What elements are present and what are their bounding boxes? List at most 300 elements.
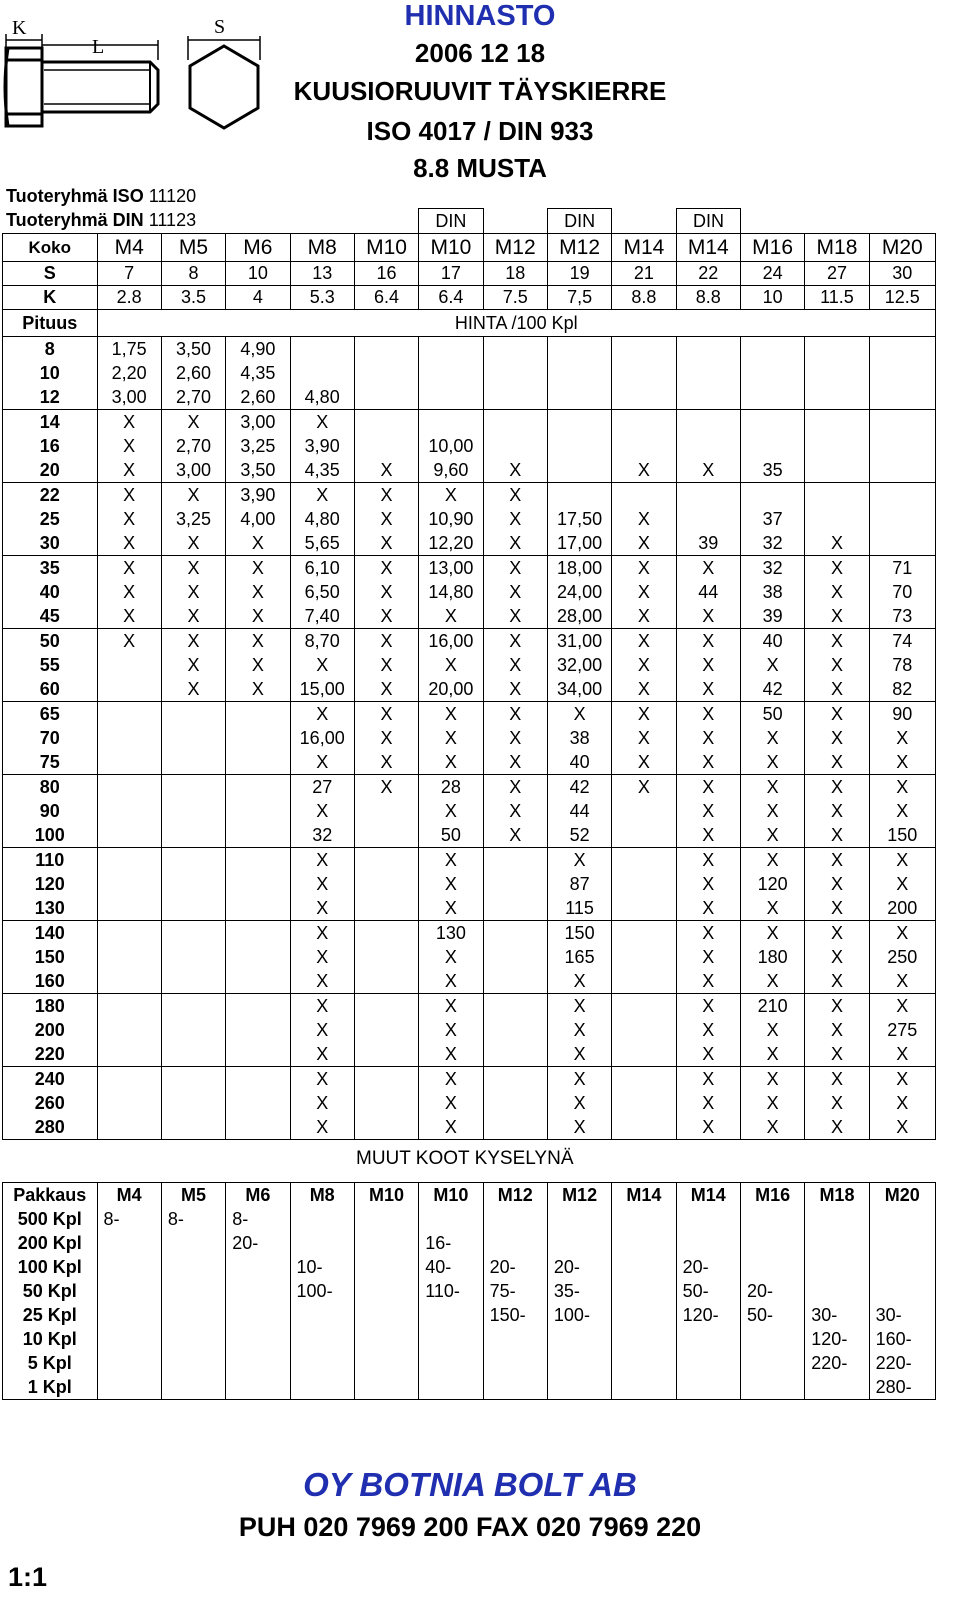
din-marker-row xyxy=(2,208,936,234)
pack-qty-label: 500 Kpl xyxy=(3,1207,98,1231)
k-cell: 6.4 xyxy=(419,286,483,310)
pack-cell xyxy=(161,1351,225,1375)
price-cell: 165 xyxy=(547,945,611,969)
price-cell xyxy=(869,531,935,556)
table-row xyxy=(3,799,936,823)
price-cell: 1,75 xyxy=(97,337,161,362)
price-cell: X xyxy=(354,677,418,702)
price-cell: X xyxy=(869,1042,935,1067)
length-cell: 55 xyxy=(3,653,98,677)
price-cell: X xyxy=(290,1091,354,1115)
price-cell: 120 xyxy=(740,872,804,896)
table-row xyxy=(3,458,936,483)
price-cell xyxy=(226,1042,290,1067)
price-cell xyxy=(869,507,935,531)
price-cell xyxy=(161,921,225,946)
length-cell: 200 xyxy=(3,1018,98,1042)
pack-qty-label: 200 Kpl xyxy=(3,1231,98,1255)
pack-cell xyxy=(290,1351,354,1375)
price-cell xyxy=(161,896,225,921)
table-row xyxy=(3,580,936,604)
table-row xyxy=(3,1067,936,1092)
price-cell: X xyxy=(290,1018,354,1042)
price-cell: X xyxy=(547,848,611,873)
muut-koot-note: MUUT KOOT KYSELYNÄ xyxy=(356,1148,574,1169)
price-cell: X xyxy=(547,1115,611,1140)
price-cell xyxy=(805,337,869,362)
price-cell: X xyxy=(805,653,869,677)
price-cell xyxy=(869,434,935,458)
tuoteryhma-din: Tuoteryhmä DIN 11123 xyxy=(6,210,197,230)
pack-cell xyxy=(676,1207,740,1231)
pack-cell xyxy=(161,1375,225,1400)
pack-cell xyxy=(97,1351,161,1375)
price-cell: X xyxy=(226,677,290,702)
price-cell: X xyxy=(805,969,869,994)
table-row xyxy=(3,361,936,385)
price-cell: X xyxy=(676,848,740,873)
pack-cell xyxy=(547,1207,611,1231)
price-cell xyxy=(97,799,161,823)
price-cell xyxy=(354,921,418,946)
price-cell: X xyxy=(354,580,418,604)
price-cell xyxy=(676,483,740,508)
price-cell xyxy=(97,1018,161,1042)
price-cell: 2,70 xyxy=(161,385,225,410)
price-cell xyxy=(161,1115,225,1140)
price-cell xyxy=(419,385,483,410)
price-cell: X xyxy=(419,702,483,727)
price-cell: 78 xyxy=(869,653,935,677)
price-cell xyxy=(740,410,804,435)
price-cell: X xyxy=(740,750,804,775)
price-cell: 9,60 xyxy=(419,458,483,483)
pak-size-header: M20 xyxy=(869,1183,935,1208)
pack-cell: 20- xyxy=(226,1231,290,1255)
price-cell: X xyxy=(612,653,676,677)
k-cell: 4 xyxy=(226,286,290,310)
price-cell: X xyxy=(676,823,740,848)
price-cell: X xyxy=(740,896,804,921)
price-cell: X xyxy=(676,726,740,750)
table-row xyxy=(3,969,936,994)
s-cell: 8 xyxy=(161,262,225,286)
price-cell: X xyxy=(805,1091,869,1115)
price-cell xyxy=(161,799,225,823)
price-cell: X xyxy=(612,458,676,483)
pakkaus-label: Pakkaus xyxy=(3,1183,98,1208)
length-cell: 50 xyxy=(3,629,98,654)
table-row xyxy=(3,483,936,508)
price-cell xyxy=(483,1042,547,1067)
price-cell: 17,00 xyxy=(547,531,611,556)
price-cell: X xyxy=(612,629,676,654)
price-cell xyxy=(676,410,740,435)
price-cell: 250 xyxy=(869,945,935,969)
pack-qty-label: 10 Kpl xyxy=(3,1327,98,1351)
price-cell xyxy=(612,483,676,508)
price-cell xyxy=(419,410,483,435)
price-cell: X xyxy=(419,1067,483,1092)
price-cell xyxy=(483,1115,547,1140)
price-cell xyxy=(354,434,418,458)
s-cell: 30 xyxy=(869,262,935,286)
price-cell: X xyxy=(419,848,483,873)
table-row xyxy=(3,702,936,727)
price-cell: X xyxy=(419,872,483,896)
k-cell: 6.4 xyxy=(354,286,418,310)
price-cell: X xyxy=(740,848,804,873)
packaging-row xyxy=(3,1303,936,1327)
price-cell: X xyxy=(419,604,483,629)
price-cell: 4,80 xyxy=(290,385,354,410)
price-cell: X xyxy=(869,726,935,750)
price-cell xyxy=(354,1042,418,1067)
price-cell: X xyxy=(612,702,676,727)
price-cell: X xyxy=(226,556,290,581)
price-cell: X xyxy=(805,775,869,800)
table-row xyxy=(3,677,936,702)
price-cell xyxy=(161,1091,225,1115)
pak-size-header: M10 xyxy=(354,1183,418,1208)
price-cell xyxy=(161,872,225,896)
price-cell: X xyxy=(740,1115,804,1140)
price-cell xyxy=(419,361,483,385)
price-cell xyxy=(226,994,290,1019)
price-cell: X xyxy=(354,702,418,727)
price-cell: 12,20 xyxy=(419,531,483,556)
price-cell xyxy=(483,896,547,921)
din-marker xyxy=(741,209,805,234)
price-cell: 32 xyxy=(290,823,354,848)
pack-qty-label: 50 Kpl xyxy=(3,1279,98,1303)
pack-cell: 40- xyxy=(419,1255,483,1279)
price-cell xyxy=(612,385,676,410)
price-cell xyxy=(290,337,354,362)
pack-cell xyxy=(354,1303,418,1327)
length-cell: 120 xyxy=(3,872,98,896)
price-cell xyxy=(547,337,611,362)
pack-cell xyxy=(354,1279,418,1303)
length-cell: 20 xyxy=(3,458,98,483)
price-cell xyxy=(97,702,161,727)
price-cell xyxy=(226,872,290,896)
length-cell: 16 xyxy=(3,434,98,458)
price-cell: X xyxy=(290,994,354,1019)
price-cell: 3,00 xyxy=(161,458,225,483)
price-cell: 71 xyxy=(869,556,935,581)
price-cell xyxy=(612,410,676,435)
price-cell xyxy=(547,458,611,483)
pack-cell xyxy=(354,1351,418,1375)
price-cell: 6,50 xyxy=(290,580,354,604)
price-cell: X xyxy=(869,799,935,823)
price-cell: 16,00 xyxy=(290,726,354,750)
price-cell: X xyxy=(483,799,547,823)
price-cell xyxy=(226,799,290,823)
price-cell xyxy=(869,361,935,385)
price-cell: X xyxy=(161,677,225,702)
price-cell: 73 xyxy=(869,604,935,629)
pack-cell xyxy=(740,1255,804,1279)
price-cell: X xyxy=(483,702,547,727)
table-row xyxy=(3,775,936,800)
packaging-row xyxy=(3,1351,936,1375)
price-cell: X xyxy=(419,1042,483,1067)
price-cell: X xyxy=(805,872,869,896)
price-cell xyxy=(612,1018,676,1042)
price-cell: 90 xyxy=(869,702,935,727)
price-cell: X xyxy=(805,1042,869,1067)
pack-cell xyxy=(290,1327,354,1351)
price-cell xyxy=(97,969,161,994)
din-marker xyxy=(354,209,418,234)
price-cell xyxy=(869,410,935,435)
price-cell xyxy=(226,896,290,921)
price-cell: X xyxy=(547,1091,611,1115)
price-cell: X xyxy=(740,726,804,750)
price-cell: X xyxy=(290,653,354,677)
din-marker xyxy=(805,209,869,234)
pack-cell xyxy=(869,1207,935,1231)
price-cell: X xyxy=(354,458,418,483)
price-cell xyxy=(226,969,290,994)
pack-cell xyxy=(354,1231,418,1255)
price-cell xyxy=(97,872,161,896)
price-cell xyxy=(676,337,740,362)
length-cell: 130 xyxy=(3,896,98,921)
packaging-row xyxy=(3,1375,936,1400)
length-cell: 75 xyxy=(3,750,98,775)
price-cell xyxy=(547,483,611,508)
length-cell: 240 xyxy=(3,1067,98,1092)
pack-cell: 8- xyxy=(226,1207,290,1231)
pack-cell xyxy=(290,1303,354,1327)
length-cell: 220 xyxy=(3,1042,98,1067)
price-cell: X xyxy=(740,775,804,800)
price-cell: X xyxy=(612,677,676,702)
pack-cell: 20- xyxy=(676,1255,740,1279)
din-marker xyxy=(225,209,289,234)
k-cell: 8.8 xyxy=(676,286,740,310)
pack-cell xyxy=(97,1255,161,1279)
price-cell: X xyxy=(612,604,676,629)
price-cell xyxy=(354,799,418,823)
price-cell: 40 xyxy=(547,750,611,775)
price-cell: X xyxy=(354,750,418,775)
price-cell: X xyxy=(419,1018,483,1042)
pak-size-header: M14 xyxy=(676,1183,740,1208)
price-cell xyxy=(161,726,225,750)
table-row xyxy=(3,507,936,531)
price-cell: 44 xyxy=(547,799,611,823)
pack-cell xyxy=(740,1351,804,1375)
price-cell: 52 xyxy=(547,823,611,848)
price-cell: X xyxy=(161,629,225,654)
price-cell: 42 xyxy=(547,775,611,800)
price-cell xyxy=(226,1018,290,1042)
pack-cell xyxy=(612,1231,676,1255)
price-cell: X xyxy=(97,580,161,604)
price-cell: X xyxy=(740,1067,804,1092)
table-row xyxy=(3,726,936,750)
pack-cell xyxy=(161,1231,225,1255)
price-cell: X xyxy=(290,945,354,969)
price-cell: X xyxy=(483,580,547,604)
table-row xyxy=(3,629,936,654)
price-cell: X xyxy=(869,872,935,896)
pack-cell xyxy=(676,1351,740,1375)
price-cell: X xyxy=(161,556,225,581)
price-cell: X xyxy=(483,556,547,581)
length-cell: 70 xyxy=(3,726,98,750)
page-title: HINNASTO xyxy=(404,0,556,32)
price-cell: X xyxy=(805,921,869,946)
price-cell: X xyxy=(483,531,547,556)
pak-size-header: M8 xyxy=(290,1183,354,1208)
table-row xyxy=(3,531,936,556)
price-cell: 15,00 xyxy=(290,677,354,702)
pack-cell xyxy=(547,1231,611,1255)
pack-cell: 30- xyxy=(869,1303,935,1327)
size-header: M8 xyxy=(290,234,354,262)
price-cell: X xyxy=(483,604,547,629)
price-cell: X xyxy=(97,556,161,581)
pack-cell: 75- xyxy=(483,1279,547,1303)
price-cell: X xyxy=(612,556,676,581)
price-cell xyxy=(161,702,225,727)
price-cell: 4,35 xyxy=(226,361,290,385)
din-marker xyxy=(161,209,225,234)
price-cell: X xyxy=(419,969,483,994)
price-cell: 2,60 xyxy=(226,385,290,410)
size-header: M12 xyxy=(547,234,611,262)
k-cell: 7.5 xyxy=(483,286,547,310)
price-cell xyxy=(547,385,611,410)
pack-cell xyxy=(419,1375,483,1400)
price-cell: 42 xyxy=(740,677,804,702)
price-cell xyxy=(354,848,418,873)
price-cell: 150 xyxy=(869,823,935,848)
din-marker xyxy=(612,209,676,234)
price-cell xyxy=(740,483,804,508)
pack-cell xyxy=(226,1375,290,1400)
price-cell xyxy=(869,483,935,508)
price-cell xyxy=(483,945,547,969)
price-cell xyxy=(354,1115,418,1140)
pack-cell xyxy=(740,1327,804,1351)
length-cell: 45 xyxy=(3,604,98,629)
price-cell xyxy=(483,434,547,458)
price-cell: X xyxy=(869,750,935,775)
price-cell: X xyxy=(290,750,354,775)
table-row xyxy=(3,434,936,458)
length-cell: 22 xyxy=(3,483,98,508)
price-cell xyxy=(483,994,547,1019)
price-cell xyxy=(97,750,161,775)
company-name: OY BOTNIA BOLT AB xyxy=(303,1466,637,1503)
price-cell: 210 xyxy=(740,994,804,1019)
scale-label: 1:1 xyxy=(8,1562,48,1592)
pack-cell: 160- xyxy=(869,1327,935,1351)
price-cell xyxy=(226,726,290,750)
price-cell: X xyxy=(676,896,740,921)
price-cell xyxy=(161,1067,225,1092)
price-cell: X xyxy=(483,458,547,483)
price-cell xyxy=(483,337,547,362)
price-cell: 150 xyxy=(547,921,611,946)
price-cell: X xyxy=(676,750,740,775)
price-cell xyxy=(612,1042,676,1067)
s-cell: 21 xyxy=(612,262,676,286)
price-cell: X xyxy=(290,1042,354,1067)
price-cell: 50 xyxy=(419,823,483,848)
pack-cell: 220- xyxy=(805,1351,869,1375)
pack-cell xyxy=(805,1279,869,1303)
pack-cell xyxy=(419,1303,483,1327)
price-cell: 20,00 xyxy=(419,677,483,702)
price-cell xyxy=(612,1115,676,1140)
s-cell: 10 xyxy=(226,262,290,286)
length-cell: 80 xyxy=(3,775,98,800)
table-row xyxy=(3,921,936,946)
price-cell xyxy=(612,799,676,823)
size-header: M4 xyxy=(97,234,161,262)
price-cell xyxy=(97,823,161,848)
price-cell xyxy=(740,434,804,458)
pack-cell xyxy=(354,1207,418,1231)
price-cell: X xyxy=(869,848,935,873)
price-cell: X xyxy=(290,896,354,921)
price-cell: 4,35 xyxy=(290,458,354,483)
price-cell: X xyxy=(676,702,740,727)
price-cell: X xyxy=(805,677,869,702)
price-cell: X xyxy=(483,653,547,677)
price-cell: X xyxy=(419,726,483,750)
price-cell: 50 xyxy=(740,702,804,727)
price-cell: X xyxy=(547,994,611,1019)
price-cell xyxy=(805,507,869,531)
price-cell xyxy=(226,1067,290,1092)
price-cell: X xyxy=(740,1018,804,1042)
pack-cell: 150- xyxy=(483,1303,547,1327)
size-header: M14 xyxy=(612,234,676,262)
price-cell xyxy=(354,410,418,435)
price-cell: 24,00 xyxy=(547,580,611,604)
price-cell xyxy=(483,872,547,896)
price-cell xyxy=(547,410,611,435)
price-cell: X xyxy=(290,1115,354,1140)
price-cell: 180 xyxy=(740,945,804,969)
price-cell: X xyxy=(740,1042,804,1067)
price-cell xyxy=(161,1018,225,1042)
price-cell: 5,65 xyxy=(290,531,354,556)
price-cell: X xyxy=(483,483,547,508)
pack-cell xyxy=(226,1303,290,1327)
price-cell: 130 xyxy=(419,921,483,946)
pack-cell xyxy=(483,1351,547,1375)
price-cell xyxy=(354,385,418,410)
price-cell: X xyxy=(676,921,740,946)
size-header: M14 xyxy=(676,234,740,262)
price-cell: X xyxy=(419,799,483,823)
pack-cell xyxy=(805,1375,869,1400)
price-cell: X xyxy=(612,531,676,556)
price-cell xyxy=(97,945,161,969)
price-cell: X xyxy=(354,775,418,800)
pack-cell xyxy=(612,1279,676,1303)
pack-cell xyxy=(805,1231,869,1255)
